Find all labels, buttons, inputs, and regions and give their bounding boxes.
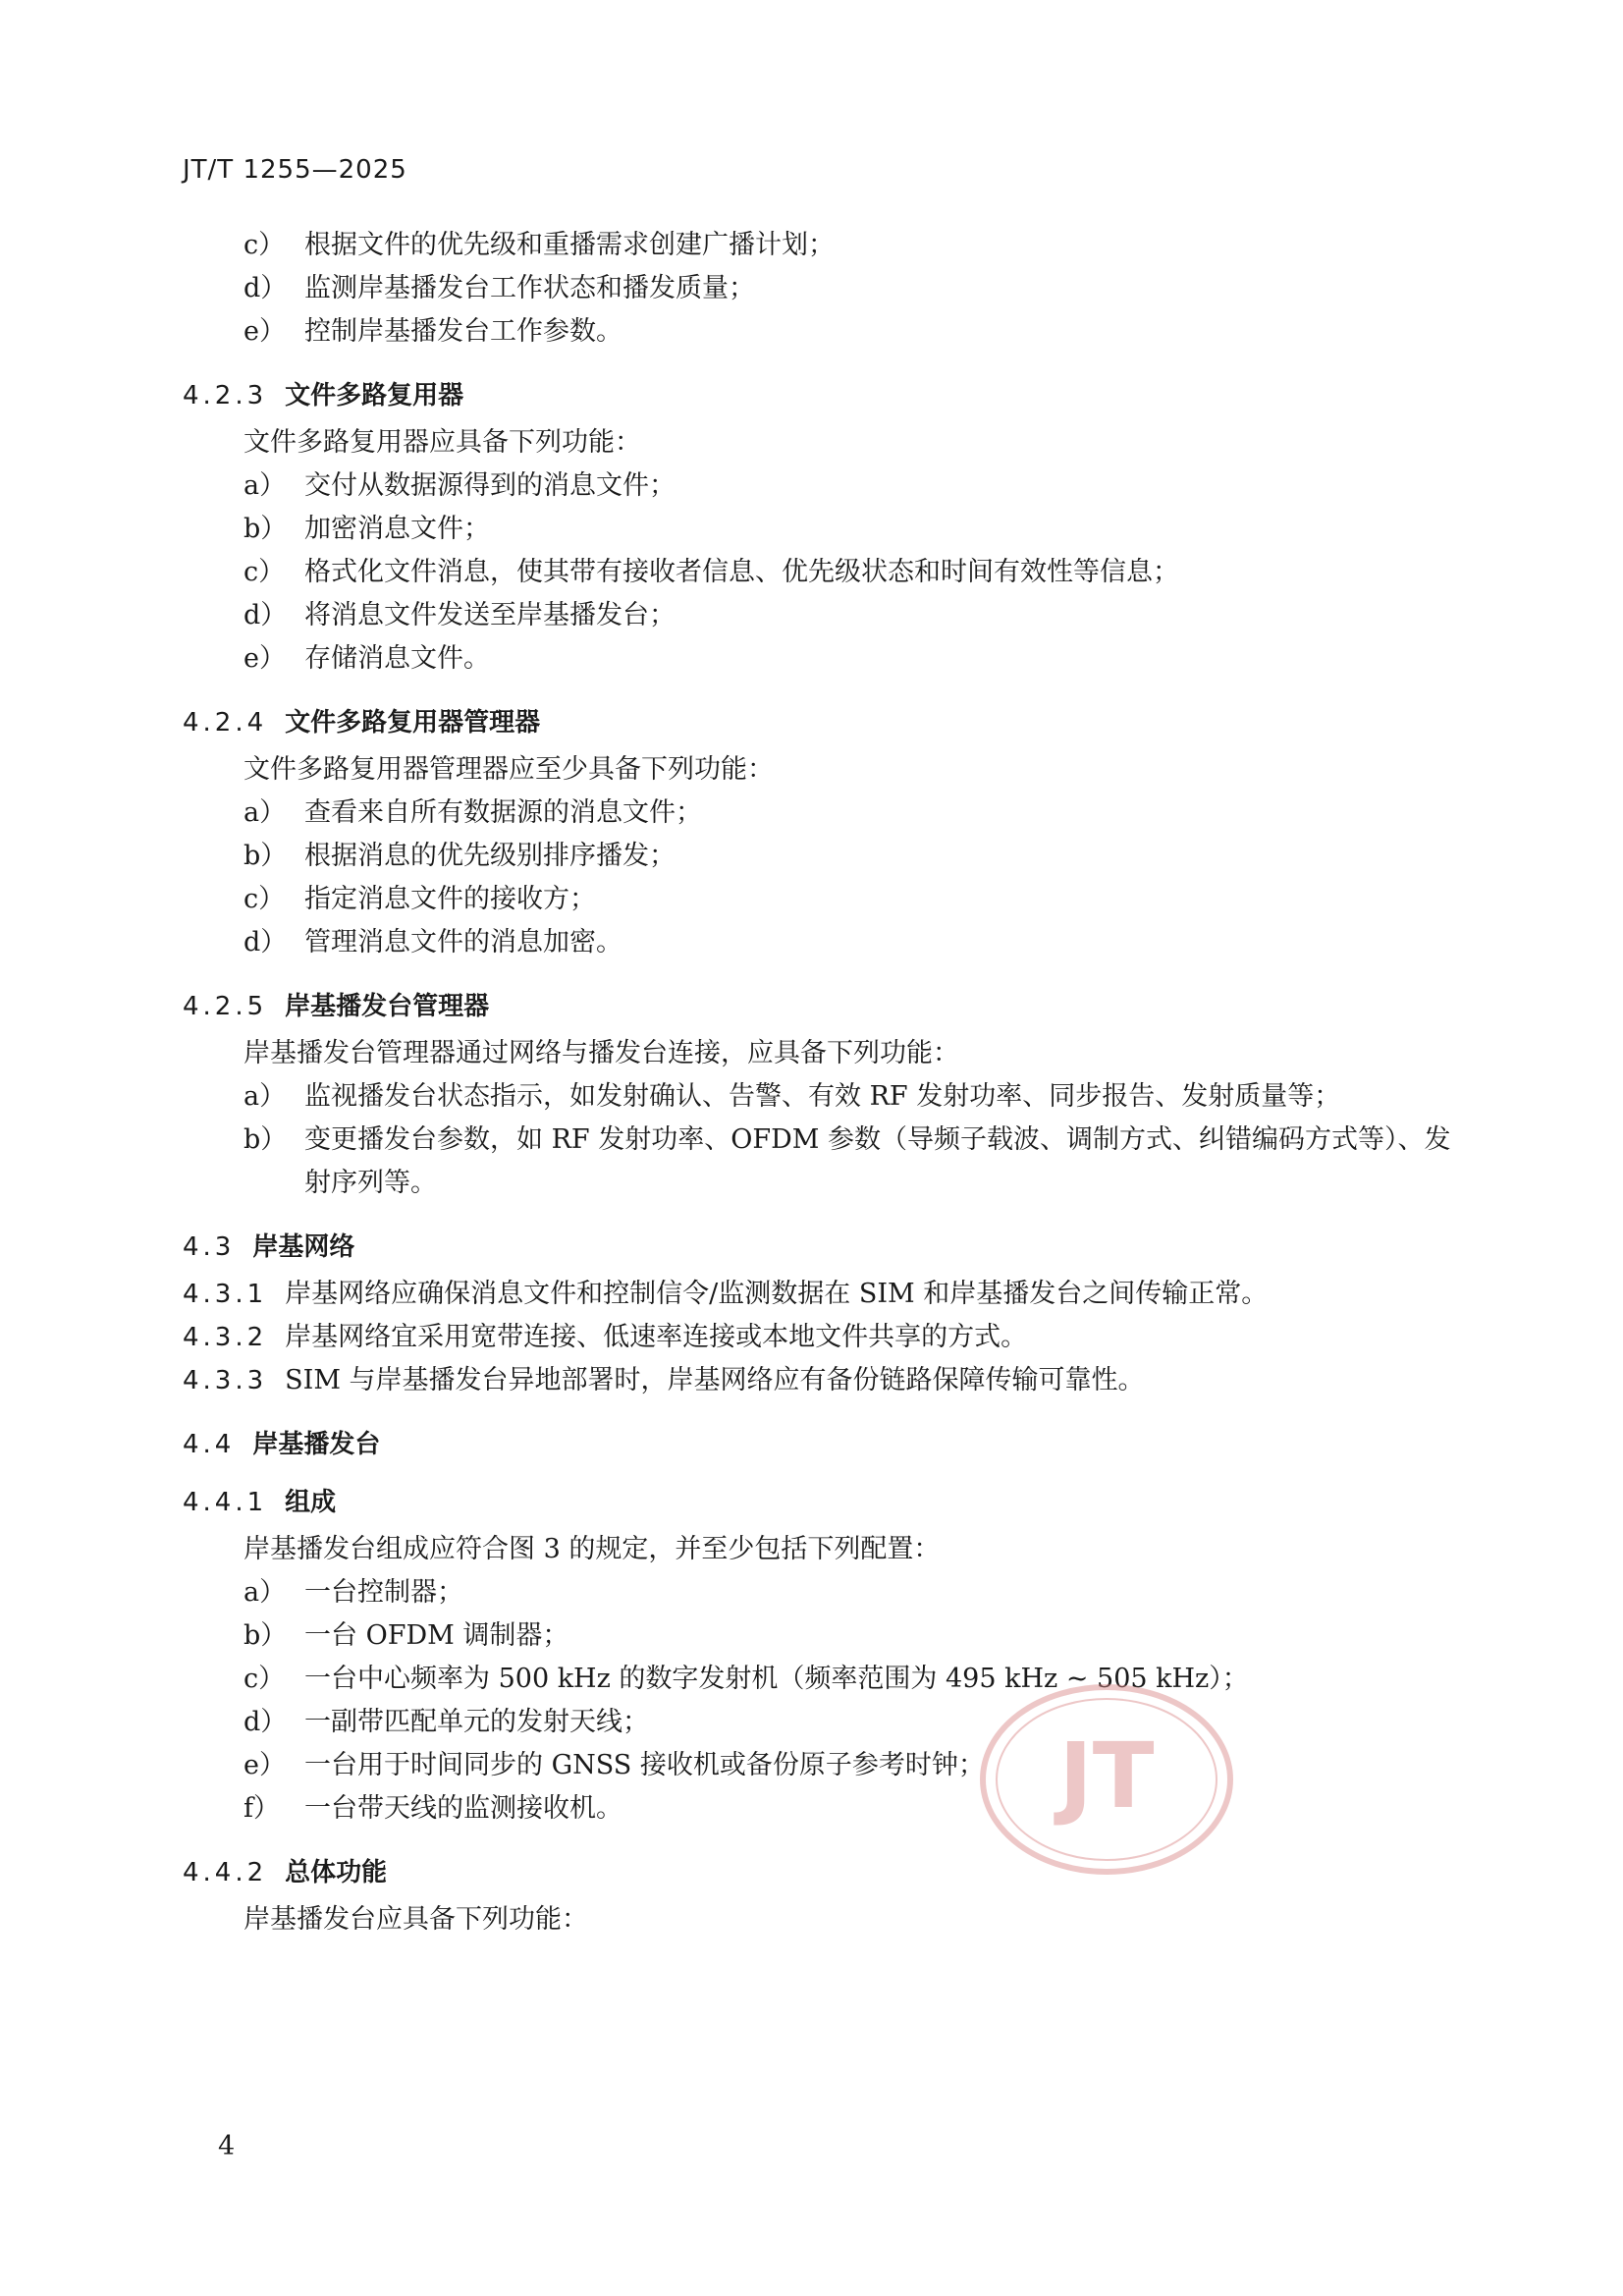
section-title: 岸基播发台 xyxy=(252,1430,381,1459)
section-heading xyxy=(183,1424,1459,1460)
clause-number: 4.3.3 xyxy=(183,1366,268,1395)
section-4-4 xyxy=(183,1424,1459,1460)
list-text: 查看来自所有数据源的消息文件； xyxy=(304,797,702,828)
section-4-4-1 xyxy=(183,1482,1459,1831)
list-text: 将消息文件发送至岸基播发台； xyxy=(304,600,676,630)
list-marker: b） xyxy=(243,1620,288,1651)
list-text: 变更播发台参数，如 RF 发射功率、OFDM 参数（导频子载波、调制方式、纠错编码方式等）、发射序列等。 xyxy=(304,1124,1451,1198)
list-text: 监测岸基播发台工作状态和播发质量； xyxy=(304,273,755,303)
section-heading xyxy=(183,1852,1459,1888)
stamp-text: JT xyxy=(1058,1723,1155,1829)
section-heading xyxy=(183,375,1459,411)
list-text: 交付从数据源得到的消息文件； xyxy=(304,470,676,501)
section-4-4-2 xyxy=(183,1852,1459,1941)
standard-code: JT/T 1255—2025 xyxy=(183,155,407,185)
section-intro: 文件多路复用器应具备下列功能： xyxy=(243,427,641,458)
list-marker: a） xyxy=(243,1577,287,1608)
list-marker: a） xyxy=(243,797,287,828)
clause xyxy=(183,1316,1459,1359)
list-text: 管理消息文件的消息加密。 xyxy=(304,927,622,957)
list-marker: b） xyxy=(243,1124,288,1155)
list-text: 根据消息的优先级别排序播发； xyxy=(304,841,676,871)
list-item xyxy=(183,465,1459,508)
list-marker: d） xyxy=(243,927,288,957)
list-marker: e） xyxy=(243,643,286,674)
list-item xyxy=(183,1075,1459,1119)
list-text: 一台中心频率为 500 kHz 的数字发射机（频率范围为 495 kHz ~ 505 kHz）； xyxy=(304,1664,1249,1694)
section-heading xyxy=(183,1482,1459,1518)
list-item xyxy=(183,637,1459,681)
section-4-2-2-tail xyxy=(183,224,1459,354)
section-title: 文件多路复用器管理器 xyxy=(285,708,541,738)
list-item xyxy=(183,224,1459,267)
section-number: 4.4.1 xyxy=(183,1488,268,1517)
section-number: 4.2.5 xyxy=(183,992,268,1021)
section-number: 4.2.3 xyxy=(183,381,268,410)
section-number: 4.2.4 xyxy=(183,708,268,738)
section-title: 岸基网络 xyxy=(252,1232,355,1262)
section-number: 4.3 xyxy=(183,1232,236,1262)
clause-text: 岸基网络应确保消息文件和控制信令/监测数据在 SIM 和岸基播发台之间传输正常。 xyxy=(285,1279,1269,1309)
list-marker: c） xyxy=(243,557,286,587)
clause-number: 4.3.2 xyxy=(183,1323,268,1352)
list-marker: a） xyxy=(243,1081,287,1112)
list-item xyxy=(183,594,1459,637)
list-marker: e） xyxy=(243,316,286,347)
list-marker: b） xyxy=(243,514,288,544)
list-marker: e） xyxy=(243,1750,286,1780)
list-text: 控制岸基播发台工作参数。 xyxy=(304,316,622,347)
list-marker: c） xyxy=(243,230,286,260)
clause-number: 4.3.1 xyxy=(183,1280,268,1309)
section-heading xyxy=(183,986,1459,1022)
list-item xyxy=(183,921,1459,964)
section-4-2-5 xyxy=(183,986,1459,1205)
section-number: 4.4 xyxy=(183,1430,236,1459)
page-number: 4 xyxy=(218,2131,236,2161)
section-title: 文件多路复用器 xyxy=(285,381,464,410)
section-heading xyxy=(183,1227,1459,1263)
list-text: 存储消息文件。 xyxy=(304,643,490,674)
clause-text: 岸基网络宜采用宽带连接、低速率连接或本地文件共享的方式。 xyxy=(285,1322,1028,1352)
section-heading xyxy=(183,702,1459,738)
section-number: 4.4.2 xyxy=(183,1858,268,1887)
list-text: 指定消息文件的接收方； xyxy=(304,884,596,914)
list-item xyxy=(183,792,1459,835)
list-text: 一台用于时间同步的 GNSS 接收机或备份原子参考时钟； xyxy=(304,1750,985,1780)
list-text: 监视播发台状态指示，如发射确认、告警、有效 RF 发射功率、同步报告、发射质量等； xyxy=(304,1081,1341,1112)
section-intro: 岸基播发台应具备下列功能： xyxy=(243,1904,588,1935)
list-item xyxy=(183,508,1459,551)
list-item xyxy=(183,310,1459,354)
list-item xyxy=(183,1614,1459,1658)
list-item xyxy=(183,551,1459,594)
list-item xyxy=(183,1744,1459,1787)
clause xyxy=(183,1273,1459,1316)
section-4-3 xyxy=(183,1227,1459,1402)
section-intro: 岸基播发台管理器通过网络与播发台连接，应具备下列功能： xyxy=(243,1038,959,1068)
list-item xyxy=(183,1571,1459,1614)
list-text: 加密消息文件； xyxy=(304,514,490,544)
list-marker: d） xyxy=(243,273,288,303)
section-intro: 文件多路复用器管理器应至少具备下列功能： xyxy=(243,754,774,785)
document-body xyxy=(183,224,1459,1941)
list-text: 根据文件的优先级和重播需求创建广播计划； xyxy=(304,230,835,260)
list-item xyxy=(183,1658,1459,1701)
section-intro: 岸基播发台组成应符合图 3 的规定，并至少包括下列配置： xyxy=(243,1534,941,1564)
list-item xyxy=(183,1787,1459,1831)
list-marker: a） xyxy=(243,470,287,501)
list-marker: c） xyxy=(243,1664,286,1694)
list-text: 格式化文件消息，使其带有接收者信息、优先级状态和时间有效性等信息； xyxy=(304,557,1179,587)
list-item xyxy=(183,1701,1459,1744)
list-text: 一台控制器； xyxy=(304,1577,463,1608)
list-marker: f） xyxy=(243,1793,280,1824)
list-item xyxy=(183,878,1459,921)
list-text: 一台 OFDM 调制器； xyxy=(304,1620,569,1651)
section-title: 总体功能 xyxy=(285,1858,388,1887)
list-marker: c） xyxy=(243,884,286,914)
list-marker: b） xyxy=(243,841,288,871)
section-4-2-3 xyxy=(183,375,1459,681)
section-title: 组成 xyxy=(285,1488,337,1517)
list-text: 一台带天线的监测接收机。 xyxy=(304,1793,622,1824)
list-item xyxy=(183,835,1459,878)
jt-stamp-logo xyxy=(978,1681,1235,1878)
section-title: 岸基播发台管理器 xyxy=(285,992,490,1021)
section-4-2-4 xyxy=(183,702,1459,964)
list-text: 一副带匹配单元的发射天线； xyxy=(304,1707,649,1737)
list-marker: d） xyxy=(243,1707,288,1737)
clause-text: SIM 与岸基播发台异地部署时，岸基网络应有备份链路保障传输可靠性。 xyxy=(285,1365,1145,1395)
list-marker: d） xyxy=(243,600,288,630)
clause xyxy=(183,1359,1459,1402)
list-item xyxy=(183,267,1459,310)
list-item xyxy=(183,1119,1459,1205)
